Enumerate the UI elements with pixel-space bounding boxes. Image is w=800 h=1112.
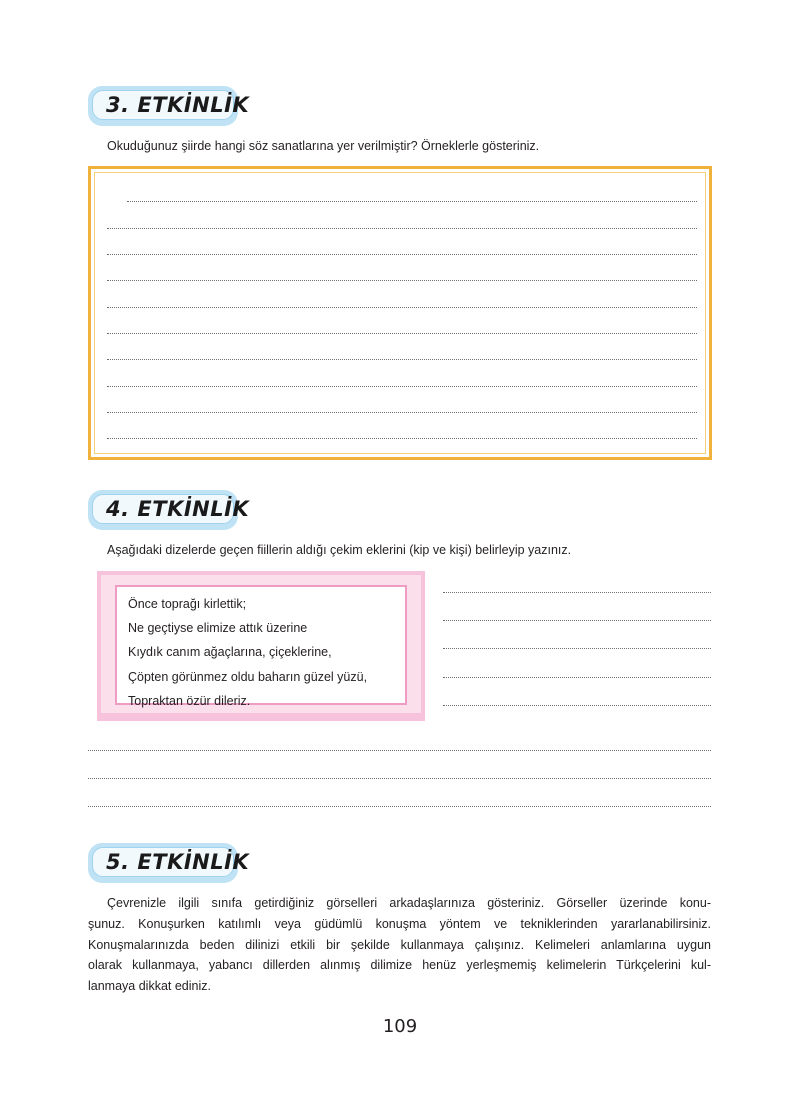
answer-line[interactable]: [443, 620, 711, 621]
page-number: 109: [382, 1016, 418, 1037]
answer-line[interactable]: [88, 750, 711, 751]
answer-line[interactable]: [107, 386, 697, 387]
poem-line: Kıydık canım ağaçlarına, çiçeklerine,: [128, 645, 332, 659]
activity-4-badge: [88, 490, 250, 530]
activity-4-instruction: Aşağıdaki dizelerde geçen fiillerin aldığı çekim eklerini (kip ve kişi) belirleyip yazınız.: [107, 543, 572, 557]
answer-line[interactable]: [127, 201, 697, 202]
answer-line[interactable]: [88, 778, 711, 779]
activity-5-badge: [88, 843, 250, 883]
answer-line[interactable]: [107, 280, 697, 281]
activity-3-title: 3. ETKİNLİK: [106, 93, 250, 117]
activity-5-paragraph: [88, 893, 711, 997]
answer-line[interactable]: [443, 592, 711, 593]
paragraph-line: lanmaya dikkat ediniz.: [88, 979, 211, 994]
answer-line[interactable]: [107, 254, 697, 255]
poem-line: Topraktan özür dileriz.: [128, 694, 251, 708]
answer-line[interactable]: [107, 333, 697, 334]
poem-line: Çöpten görünmez oldu baharın güzel yüzü,: [128, 670, 368, 684]
poem-box: [97, 571, 425, 721]
poem-line: Ne geçtiyse elimize attık üzerine: [128, 621, 308, 635]
answer-line[interactable]: [443, 648, 711, 649]
activity-3-instruction: Okuduğunuz şiirde hangi söz sanatlarına yer verilmiştir? Örneklerle gösteriniz.: [107, 139, 540, 153]
activity-5-title: 5. ETKİNLİK: [106, 850, 250, 874]
paragraph-line: Konuşmalarınızda beden dilinizi etkili bir şekilde kullanmaya çalışınız. Kelimeleri anlamlarına uygun: [88, 937, 711, 952]
paragraph-line: şunuz. Konuşurken katılımlı veya güdümlü konuşma yöntem ve tekniklerinden yararlanabilirsiniz.: [88, 916, 711, 931]
answer-line[interactable]: [107, 307, 697, 308]
answer-line[interactable]: [88, 806, 711, 807]
poem-line: Önce toprağı kirlettik;: [128, 597, 247, 611]
answer-line[interactable]: [107, 412, 697, 413]
answer-line[interactable]: [443, 677, 711, 678]
answer-line[interactable]: [107, 228, 697, 229]
answer-line[interactable]: [107, 438, 697, 439]
activity-3-answer-box[interactable]: [88, 166, 712, 460]
activity-3-badge: [88, 86, 250, 126]
answer-line[interactable]: [107, 359, 697, 360]
activity-4-title: 4. ETKİNLİK: [106, 497, 250, 521]
answer-line[interactable]: [443, 705, 711, 706]
paragraph-line: Çevrenizle ilgili sınıfa getirdiğiniz görselleri arkadaşlarınıza gösteriniz. Görseller üzerinde konu-: [107, 896, 711, 910]
paragraph-line: olarak kullanmaya, yabancı dillerden alınmış dilimize henüz yerleşmemiş kelimelerin Türkçelerini kul-: [88, 958, 711, 973]
